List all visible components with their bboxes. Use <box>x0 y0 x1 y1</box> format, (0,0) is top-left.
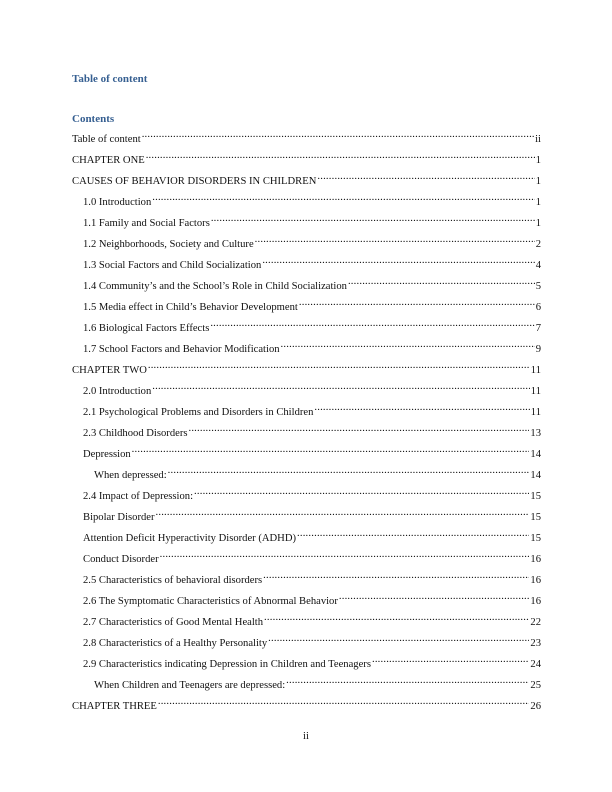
dot-leader <box>286 674 529 688</box>
toc-entry-label: Depression <box>83 449 131 460</box>
toc-entry-page: 16 <box>530 554 541 565</box>
toc-entry-2-3[interactable] <box>72 422 541 439</box>
dot-leader <box>299 296 535 310</box>
dot-leader <box>168 464 530 478</box>
toc-entry-page: 7 <box>535 323 541 334</box>
toc-entry-1-4[interactable] <box>72 275 541 292</box>
toc-entry-2-8[interactable] <box>72 632 541 649</box>
toc-entry-page: 15 <box>530 512 541 523</box>
toc-entry-page: 5 <box>535 281 541 292</box>
toc-entry-1-5[interactable] <box>72 296 541 313</box>
dot-leader <box>152 191 534 205</box>
dot-leader <box>281 338 535 352</box>
toc-entry-label: 1.1 Family and Social Factors <box>83 218 210 229</box>
toc-entry-2-0[interactable] <box>72 380 541 397</box>
toc-entry-label: CHAPTER THREE <box>72 701 157 712</box>
toc-entry-page: 25 <box>530 680 541 691</box>
toc-entry-page: 9 <box>535 344 541 355</box>
dot-leader <box>132 443 530 457</box>
toc-entry-2-1[interactable] <box>72 401 541 418</box>
toc-entry-page: 15 <box>530 533 541 544</box>
toc-entry-page: 14 <box>530 449 541 460</box>
toc-entry-1-1[interactable] <box>72 212 541 229</box>
toc-entry-page: ii <box>535 134 541 145</box>
toc-entry-label: CAUSES OF BEHAVIOR DISORDERS IN CHILDREN <box>72 176 317 187</box>
dot-leader <box>372 653 529 667</box>
dot-leader <box>348 275 535 289</box>
dot-leader <box>297 527 529 541</box>
toc-entry-adhd[interactable] <box>72 527 541 544</box>
toc-entry-2-7[interactable] <box>72 611 541 628</box>
toc-entry-1-7[interactable] <box>72 338 541 355</box>
toc-entry-depression[interactable] <box>72 443 541 460</box>
toc-entry-1-2[interactable] <box>72 233 541 250</box>
toc-entry-label: 1.4 Community’s and the School’s Role in Child Socialization <box>83 281 347 292</box>
toc-entry-label: 1.5 Media effect in Child’s Behavior Development <box>83 302 298 313</box>
toc-entry-label: Bipolar Disorder <box>83 512 155 523</box>
toc-entry-bipolar-disorder[interactable] <box>72 506 541 523</box>
toc-entry-label: 2.9 Characteristics indicating Depression in Children and Teenagers <box>83 659 371 670</box>
toc-entry-page: 4 <box>535 260 541 271</box>
toc-entry-label: 2.4 Impact of Depression: <box>83 491 194 502</box>
toc-entry-page: 2 <box>535 239 541 250</box>
dot-leader <box>314 401 529 415</box>
toc-entry-1-6[interactable] <box>72 317 541 334</box>
dot-leader <box>188 422 529 436</box>
toc-entry-1-3[interactable] <box>72 254 541 271</box>
dot-leader <box>148 359 530 373</box>
toc-entry-causes-of-behavior-disorders[interactable] <box>72 170 541 187</box>
toc-entry-2-6[interactable] <box>72 590 541 607</box>
toc-entry-2-5[interactable] <box>72 569 541 586</box>
dot-leader <box>194 485 529 499</box>
toc-entry-page: 1 <box>535 176 541 187</box>
dot-leader <box>158 695 530 709</box>
toc-entry-page: 24 <box>530 659 541 670</box>
page-title: Table of content <box>72 73 148 85</box>
toc-entry-page: 1 <box>535 197 541 208</box>
toc-entry-page: 13 <box>530 428 541 439</box>
toc-entry-when-children-depressed[interactable] <box>72 674 541 691</box>
toc-entry-page: 11 <box>530 386 541 397</box>
toc-entry-label: When depressed: <box>94 470 167 481</box>
dot-leader <box>156 506 530 520</box>
toc-entry-label: When Children and Teenagers are depressed: <box>94 680 286 691</box>
dot-leader <box>263 569 529 583</box>
toc-entry-chapter-one[interactable] <box>72 149 541 166</box>
toc-entry-1-0[interactable] <box>72 191 541 208</box>
toc-entry-page: 11 <box>530 407 541 418</box>
page-number: ii <box>303 731 309 742</box>
toc-entry-label: 2.7 Characteristics of Good Mental Health <box>83 617 264 628</box>
toc-entry-table-of-content[interactable] <box>72 128 541 145</box>
toc-entry-page: 26 <box>530 701 541 712</box>
dot-leader <box>160 548 530 562</box>
toc-entry-conduct-disorder[interactable] <box>72 548 541 565</box>
toc-entry-label: 2.5 Characteristics of behavioral disorders <box>83 575 263 586</box>
toc-entry-when-depressed[interactable] <box>72 464 541 481</box>
dot-leader <box>211 212 535 226</box>
dot-leader <box>210 317 534 331</box>
dot-leader <box>146 149 535 163</box>
toc-entry-label: 1.6 Biological Factors Effects <box>83 323 210 334</box>
toc-entry-page: 16 <box>530 596 541 607</box>
toc-entry-page: 1 <box>535 218 541 229</box>
toc-entry-label: Table of content <box>72 134 141 145</box>
toc-entry-label: 2.3 Childhood Disorders <box>83 428 188 439</box>
toc-entry-page: 14 <box>530 470 541 481</box>
dot-leader <box>152 380 530 394</box>
toc-entry-label: CHAPTER ONE <box>72 155 145 166</box>
toc-entry-chapter-two[interactable] <box>72 359 541 376</box>
toc-entry-label: 2.8 Characteristics of a Healthy Personality <box>83 638 268 649</box>
dot-leader <box>264 611 529 625</box>
toc-entry-page: 22 <box>530 617 541 628</box>
toc-entry-2-4[interactable] <box>72 485 541 502</box>
toc-entry-page: 23 <box>530 638 541 649</box>
toc-entry-label: 1.7 School Factors and Behavior Modification <box>83 344 280 355</box>
toc-entry-label: Conduct Disorder <box>83 554 159 565</box>
dot-leader <box>268 632 529 646</box>
dot-leader <box>142 128 534 142</box>
toc-entry-label: 2.1 Psychological Problems and Disorders in Children <box>83 407 314 418</box>
toc-entry-page: 16 <box>530 575 541 586</box>
toc-entry-page: 11 <box>530 365 541 376</box>
toc-entry-page: 1 <box>535 155 541 166</box>
toc-entry-label: 1.2 Neighborhoods, Society and Culture <box>83 239 254 250</box>
toc-entry-label: 1.0 Introduction <box>83 197 152 208</box>
dot-leader <box>262 254 534 268</box>
toc-entry-2-9[interactable] <box>72 653 541 670</box>
dot-leader <box>255 233 535 247</box>
dot-leader <box>317 170 534 184</box>
toc-entry-label: 1.3 Social Factors and Child Socialization <box>83 260 262 271</box>
toc-entry-label: 2.0 Introduction <box>83 386 152 397</box>
toc-entry-page: 6 <box>535 302 541 313</box>
toc-entry-label: CHAPTER TWO <box>72 365 147 376</box>
toc-entry-page: 15 <box>530 491 541 502</box>
toc-entry-label: 2.6 The Symptomatic Characteristics of Abnormal Behavior <box>83 596 338 607</box>
toc-entry-label: Attention Deficit Hyperactivity Disorder (ADHD) <box>83 533 296 544</box>
toc-entry-chapter-three[interactable] <box>72 695 541 712</box>
dot-leader <box>339 590 530 604</box>
contents-heading: Contents <box>72 113 115 125</box>
